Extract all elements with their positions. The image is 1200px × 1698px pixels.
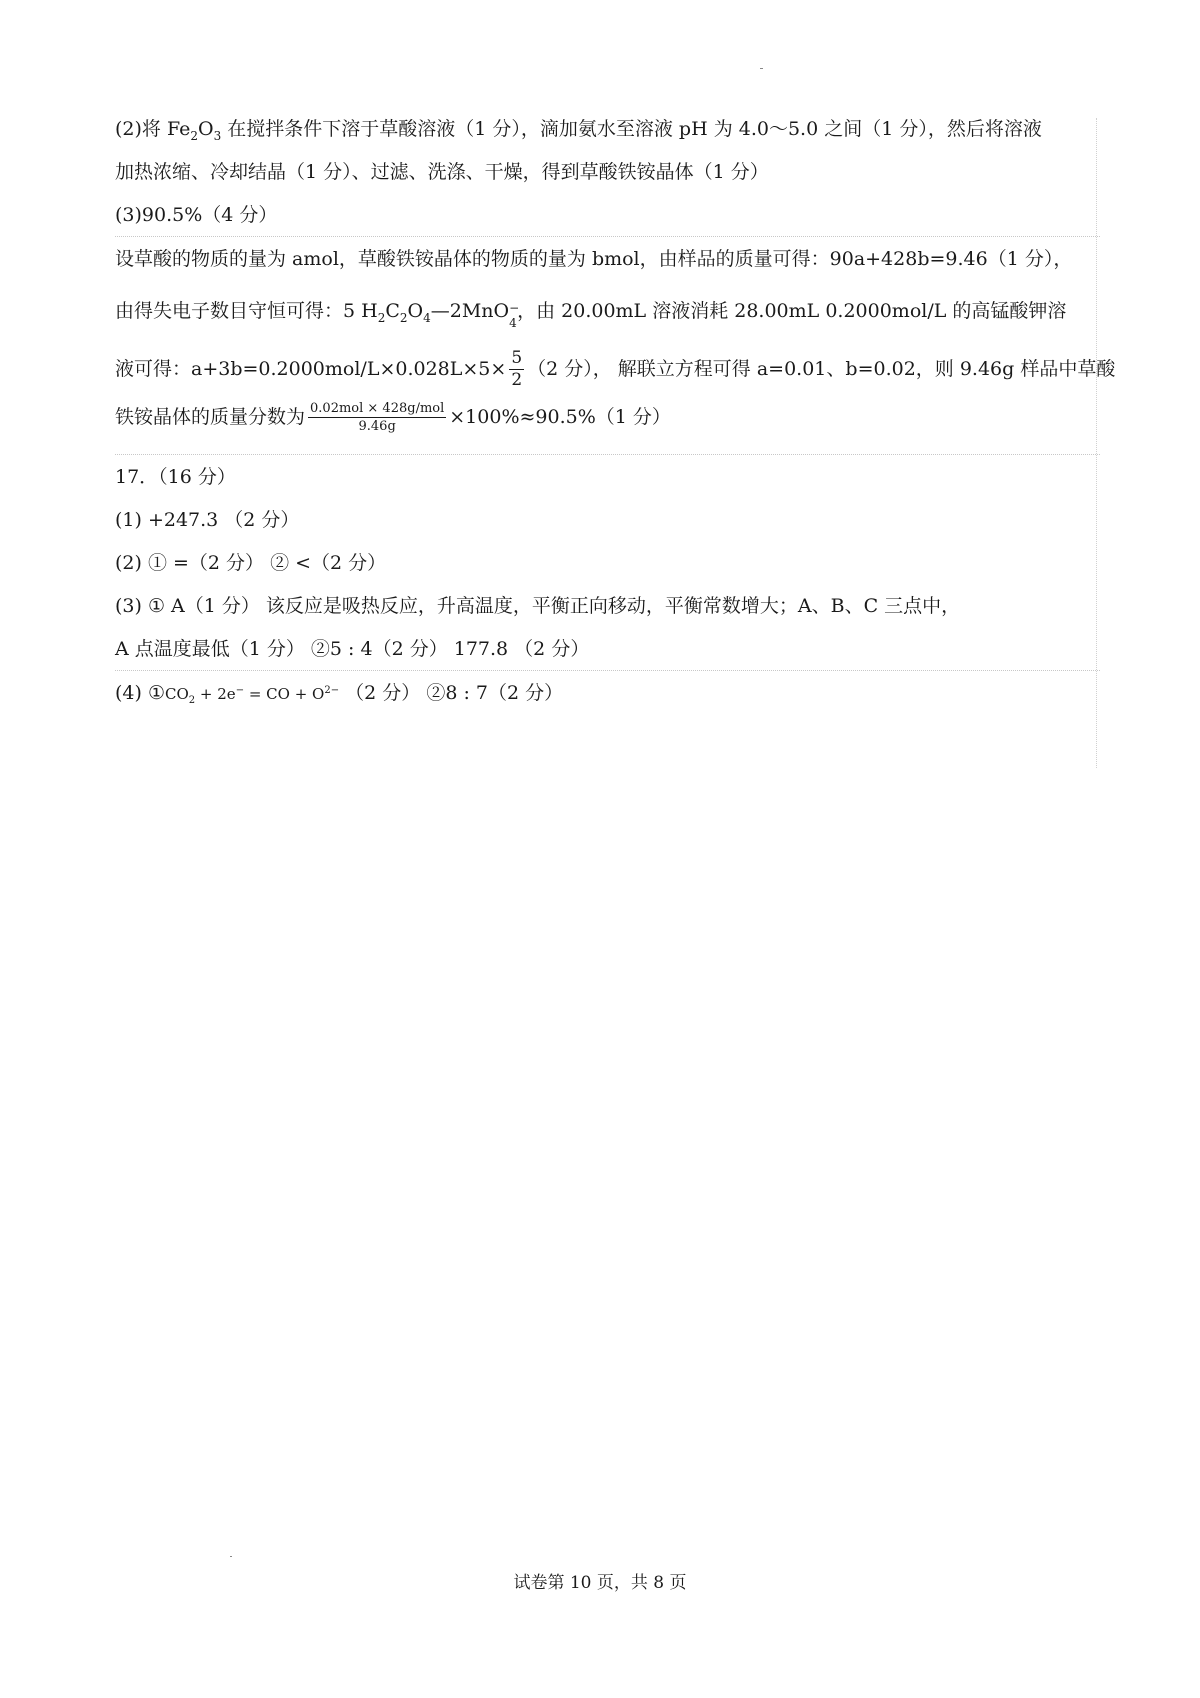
part3-line4: 铁铵晶体的质量分数为 $\frac{\text{0.02mol × 428g/mol}}{9.46g}$ ×100%≈90.5%（1 分）: [115, 401, 671, 434]
part2-line1: (2)将 $Fe_2O_3$ 在搅拌条件下溶于草酸溶液（1 分），滴加氨水至溶液 pH 为 4.0～5.0 之间（1 分），然后将溶液: [115, 118, 1042, 143]
q17-answer-3-line1: (3) ① A（1 分） 该反应是吸热反应，升高温度，平衡正向移动，平衡常数增大；A、B、C 三点中，: [115, 595, 961, 617]
part3-line1: 设草酸的物质的量为 amol，草酸铁铵晶体的物质的量为 bmol，由样品的质量可得：90a+428b=9.46（1 分），: [115, 248, 1073, 270]
page-footer: 试卷第 10 页，共 8 页: [513, 1573, 687, 1593]
q17-answer-3-line2: A 点温度最低（1 分） ②5 : 4（2 分） 177.8 （2 分）: [115, 638, 590, 660]
fraction-mass-ratio: $\frac{\text{0.02mol × 428g/mol}}{9.46g}$: [310, 401, 445, 434]
q17-answer-4: (4) $①CO_2 + 2e^-$ = CO + $O^{2-}$ （2 分） ②8 : 7（2 分）: [115, 682, 564, 706]
part3-line3: 液可得：a+3b=0.2000mol/L×0.028L×5× $\frac{5}{2}$ （2 分）， 解联立方程可得 a=0.01、b=0.02，则 9.46g 样品中草酸: [115, 348, 1116, 390]
electrode-equation: $CO_2 + 2e^-$ = CO + $O^{2-}$: [165, 685, 340, 706]
fraction-five-halves: $\frac{5}{2}$: [511, 348, 523, 390]
divider: [115, 454, 1100, 455]
part3-line2: 由得失电子数目守恒可得：5 $H_2C_2O_4—2MnO$ − 4 ，由 20.00mL 溶液消耗 28.00mL 0.2000mol/L 的高锰酸钾溶: [115, 300, 1067, 330]
scan-speck: [760, 68, 763, 69]
scan-speck: [230, 1556, 232, 1557]
q17-answer-2: (2) ① =（2 分） ② <（2 分）: [115, 552, 387, 574]
part3-answer: (3)90.5%（4 分）: [115, 204, 278, 226]
part2-line2: 加热浓缩、冷却结晶（1 分）、过滤、洗涤、干燥，得到草酸铁铵晶体（1 分）: [115, 161, 769, 183]
divider: [115, 670, 1100, 671]
divider: [115, 236, 1100, 237]
q17-title: 17．（16 分）: [115, 466, 236, 488]
q17-answer-1: (1) +247.3 （2 分）: [115, 509, 300, 531]
